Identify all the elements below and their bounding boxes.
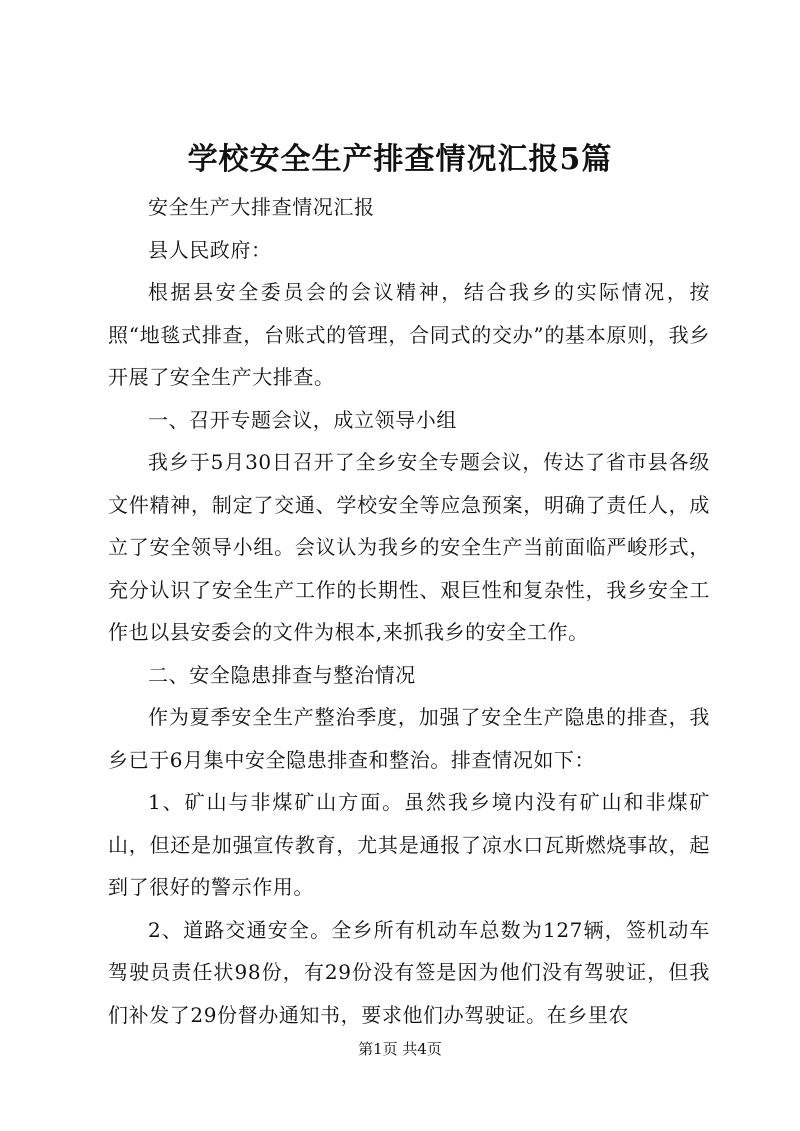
- section-heading-1: 一、召开专题会议，成立领导小组: [148, 407, 457, 432]
- document-body: [108, 186, 710, 1036]
- section-heading-2: 二、安全隐患排查与整治情况: [148, 662, 416, 687]
- paragraph-mining: 1、矿山与非煤矿山方面。虽然我乡境内没有矿山和非煤矿山，但还是加强宣传教育，尤其是通报了凉水口瓦斯燃烧事故，起到了很好的警示作用。: [108, 790, 710, 899]
- paragraph-inspection: 作为夏季安全生产整治季度，加强了安全生产隐患的排查，我乡已于6月集中安全隐患排查和整治。排查情况如下：: [108, 705, 710, 772]
- document-title: 学校安全生产排查情况汇报5篇: [187, 142, 613, 177]
- paragraph-traffic: 2、道路交通安全。全乡所有机动车总数为127辆，签机动车驾驶员责任状98份，有29份没有签是因为他们没有驾驶证，但我们补发了29份督办通知书，要求他们办驾驶证。在乡里农: [108, 917, 710, 1027]
- page-footer: 第1页 共4页: [358, 1040, 442, 1058]
- paragraph-intro: 根据县安全委员会的会议精神，结合我乡的实际情况，按照“地毯式排查，台账式的管理，合同式的交办”的基本原则，我乡开展了安全生产大排查。: [108, 280, 710, 389]
- paragraph-meeting: 我乡于5月30日召开了全乡安全专题会议，传达了省市县各级文件精神，制定了交通、学校安全等应急预案，明确了责任人，成立了安全领导小组。会议认为我乡的安全生产当前面临严峻形式，充分认识了安全生产工作的长期性、艰巨性和复杂性，我乡安全工作也以县安委会的文件为根本,来抓我乡的安全工作。: [108, 450, 710, 644]
- paragraph-addressee: 县人民政府：: [148, 237, 272, 262]
- paragraph-subtitle: 安全生产大排查情况汇报: [148, 195, 375, 219]
